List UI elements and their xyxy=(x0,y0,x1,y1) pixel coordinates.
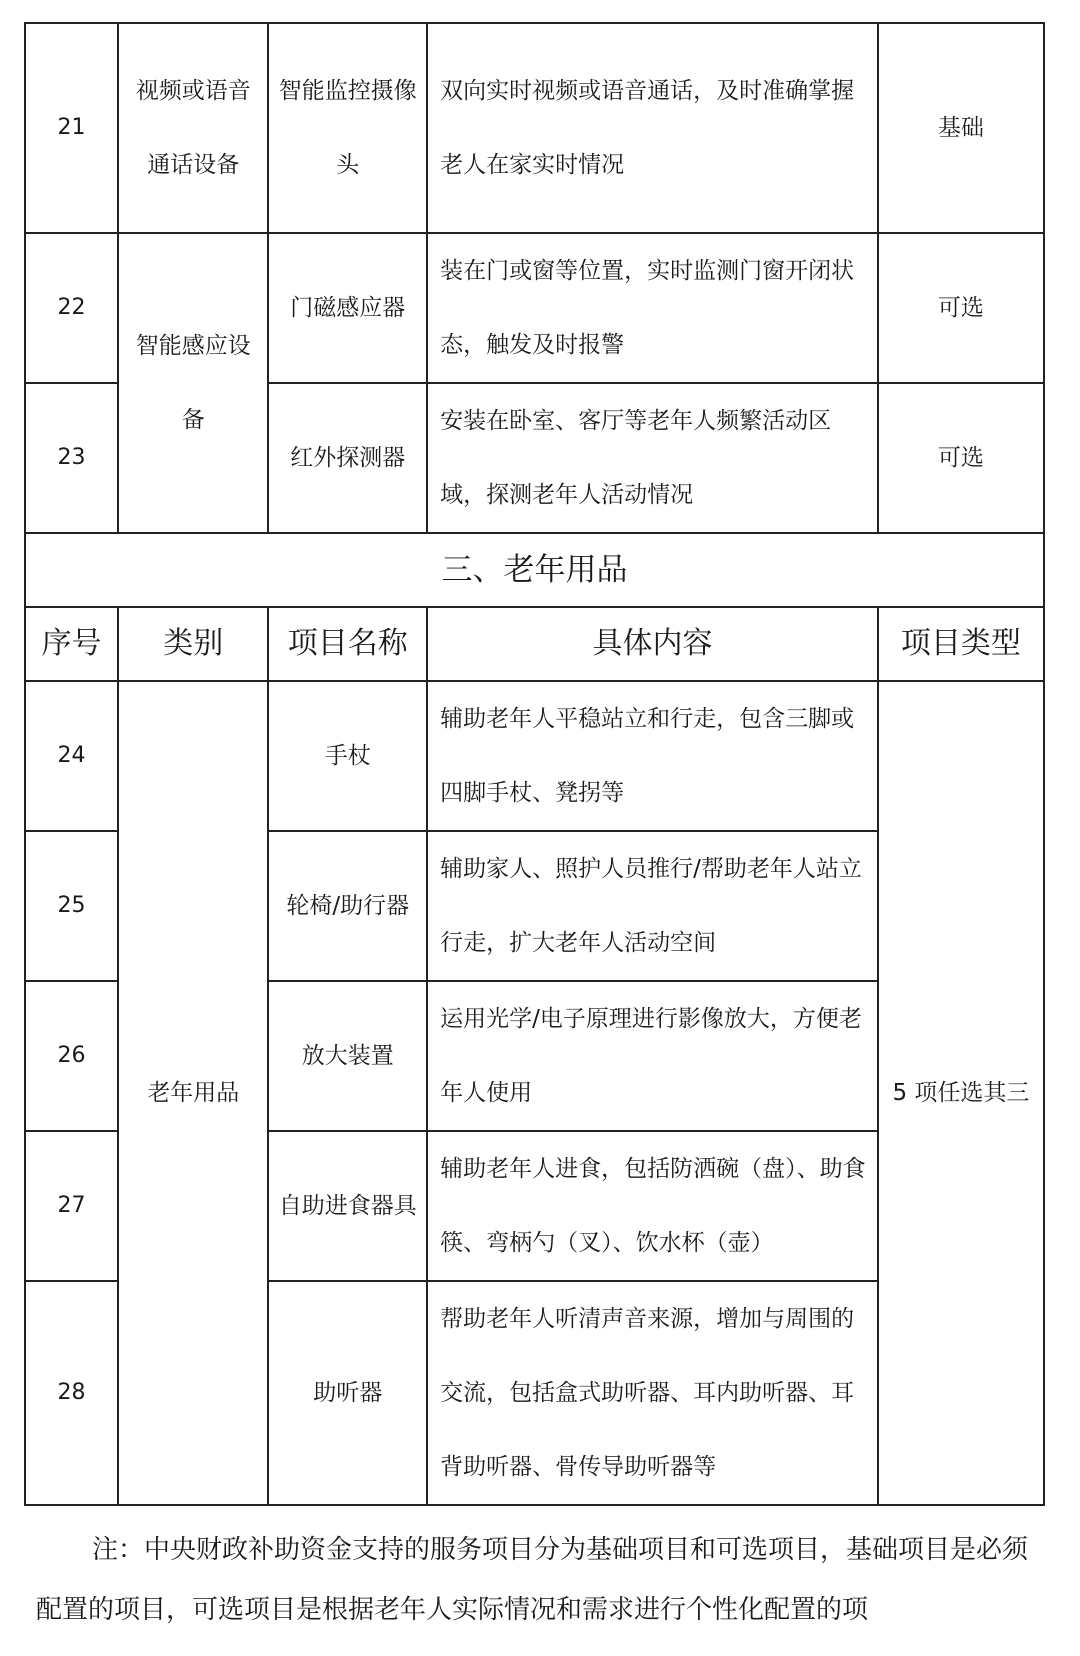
item-type-cell: 基础 xyxy=(878,23,1044,233)
item-content-cell: 辅助老年人进食，包括防洒碗（盘）、助食筷、弯柄勺（叉）、饮水杯（壶） xyxy=(427,1131,878,1281)
item-content-cell: 辅助老年人平稳站立和行走，包含三脚或四脚手杖、凳拐等 xyxy=(427,681,878,831)
item-content-cell: 装在门或窗等位置，实时监测门窗开闭状态，触发及时报警 xyxy=(427,233,878,383)
header-category: 类别 xyxy=(118,607,268,681)
header-name: 项目名称 xyxy=(268,607,427,681)
header-row xyxy=(25,607,1044,681)
item-content-cell: 帮助老年人听清声音来源，增加与周围的交流，包括盒式助听器、耳内助听器、耳背助听器、骨传导助听器等 xyxy=(427,1281,878,1505)
item-type-cell: 可选 xyxy=(878,233,1044,383)
item-name-cell: 红外探测器 xyxy=(268,383,427,533)
row-number: 26 xyxy=(25,981,118,1131)
row-number: 21 xyxy=(25,23,118,233)
item-content-cell: 辅助家人、照护人员推行/帮助老年人站立行走，扩大老年人活动空间 xyxy=(427,831,878,981)
item-content-cell: 双向实时视频或语音通话，及时准确掌握老人在家实时情况 xyxy=(427,23,878,233)
item-type-cell: 可选 xyxy=(878,383,1044,533)
service-items-table xyxy=(24,22,1045,1506)
row-number: 24 xyxy=(25,681,118,831)
footnote: 注：中央财政补助资金支持的服务项目分为基础项目和可选项目，基础项目是必须配置的项目，可选项目是根据老年人实际情况和需求进行个性化配置的项 xyxy=(36,1535,1029,1625)
row-number: 28 xyxy=(25,1281,118,1505)
row-number: 25 xyxy=(25,831,118,981)
table-row xyxy=(25,681,1044,831)
item-name-cell: 门磁感应器 xyxy=(268,233,427,383)
header-num: 序号 xyxy=(25,607,118,681)
item-name-cell: 自助进食器具 xyxy=(268,1131,427,1281)
header-content: 具体内容 xyxy=(427,607,878,681)
item-name-cell: 智能监控摄像头 xyxy=(268,23,427,233)
item-type-cell: 5 项任选其三 xyxy=(878,681,1044,1505)
row-number: 22 xyxy=(25,233,118,383)
item-name-cell: 放大装置 xyxy=(268,981,427,1131)
category-cell: 老年用品 xyxy=(118,681,268,1505)
row-number: 27 xyxy=(25,1131,118,1281)
item-name-cell: 手杖 xyxy=(268,681,427,831)
section-row xyxy=(25,533,1044,607)
item-content-cell: 运用光学/电子原理进行影像放大，方便老年人使用 xyxy=(427,981,878,1131)
item-name-cell: 轮椅/助行器 xyxy=(268,831,427,981)
row-number: 23 xyxy=(25,383,118,533)
item-name-cell: 助听器 xyxy=(268,1281,427,1505)
section-title: 三、老年用品 xyxy=(25,533,1044,607)
table-row xyxy=(25,233,1044,383)
item-content-cell: 安装在卧室、客厅等老年人频繁活动区域，探测老年人活动情况 xyxy=(427,383,878,533)
category-cell: 视频或语音通话设备 xyxy=(118,23,268,233)
header-type: 项目类型 xyxy=(878,607,1044,681)
table-row xyxy=(25,23,1044,233)
category-cell: 智能感应设备 xyxy=(118,233,268,533)
